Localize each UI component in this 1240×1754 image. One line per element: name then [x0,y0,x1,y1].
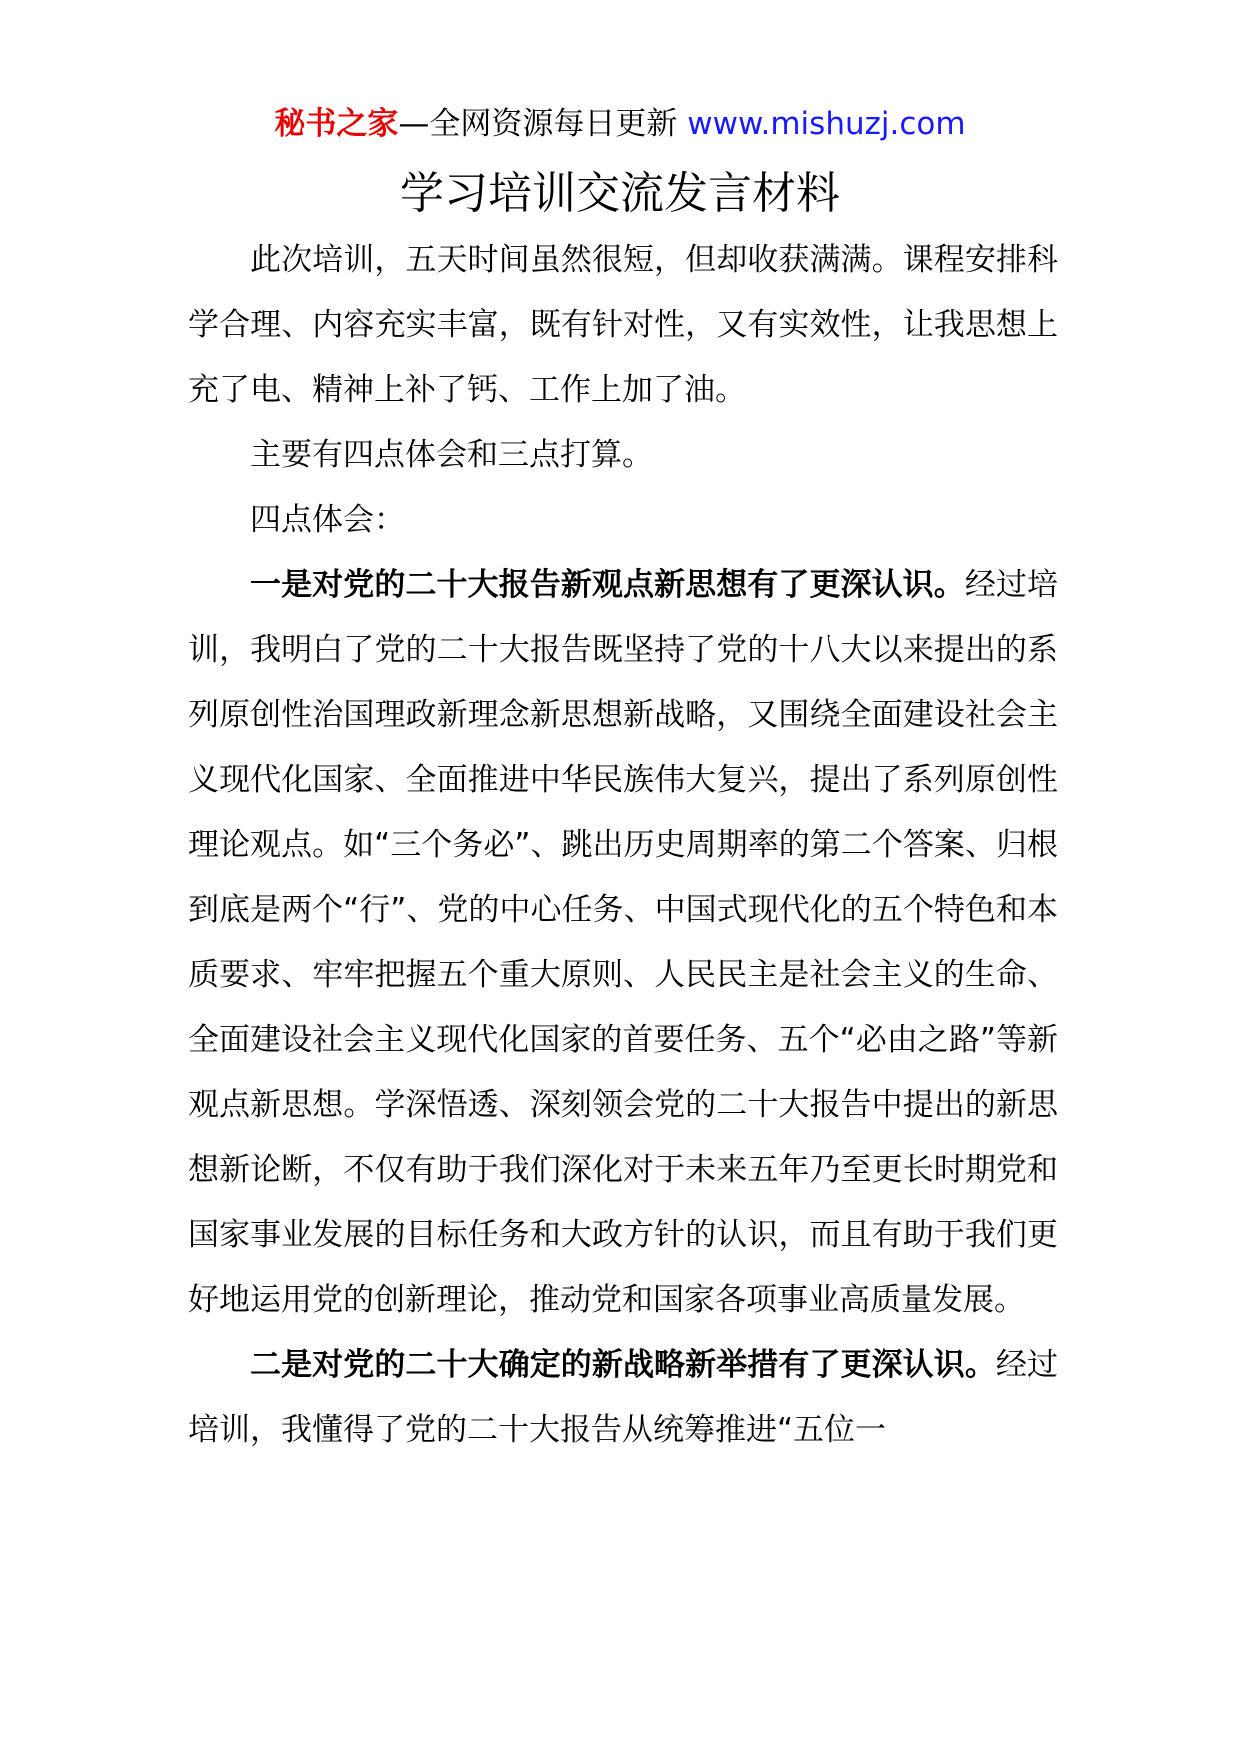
paragraph-intro: 此次培训，五天时间虽然很短，但却收获满满。课程安排科学合理、内容充实丰富，既有针对性，又有实效性，让我思想上充了电、精神上补了钙、工作上加了油。 [188,242,1058,408]
paragraph-summary: 主要有四点体会和三点打算。 [250,437,653,473]
section-1-text: 经过培训，我明白了党的二十大报告既坚持了党的十八大以来提出的系列原创性治国理政新理念新思想新战略，又围绕全面建设社会主义现代化国家、全面推进中华民族伟大复兴，提出了系列原创性理论观点。如“三个务必”、跳出历史周期率的第二个答案、归根到底是两个“行”、党的中心任务、中国式现代化的五个特色和本质要求、牢牢把握五个重大原则、人民民主是社会主义的生命、全面建设社会主义现代化国家的首要任务、五个“必由之路”等新观点新思想。学深悟透、深刻领会党的二十大报告中提出的新思想新论断，不仅有助于我们深化对于未来五年乃至更长时期党和国家事业发展的目标任务和大政方针的认识，而且有助于我们更好地运用党的创新理论，推动党和国家各项事业高质量发展。 [188,567,1059,1318]
paragraph-four-points: 四点体会： [250,502,405,538]
site-url[interactable]: www.mishuzj.com [687,106,966,142]
paragraph-section-2 [188,1333,1058,1463]
site-tagline: —全网资源每日更新 [398,106,688,142]
section-2-text: 经过培训，我懂得了党的二十大报告从统筹推进“五位一 [188,1347,1059,1448]
section-2-heading: 二是对党的二十大确定的新战略新举措有了更深认识。 [250,1347,996,1383]
document-body [188,228,1058,1463]
section-1-heading: 一是对党的二十大报告新观点新思想有了更深认识。 [250,567,965,603]
brand-name: 秘书之家 [274,106,399,142]
site-header [0,102,1240,146]
document-title: 学习培训交流发言材料 [400,168,840,219]
paragraph-section-1 [188,553,1058,1333]
